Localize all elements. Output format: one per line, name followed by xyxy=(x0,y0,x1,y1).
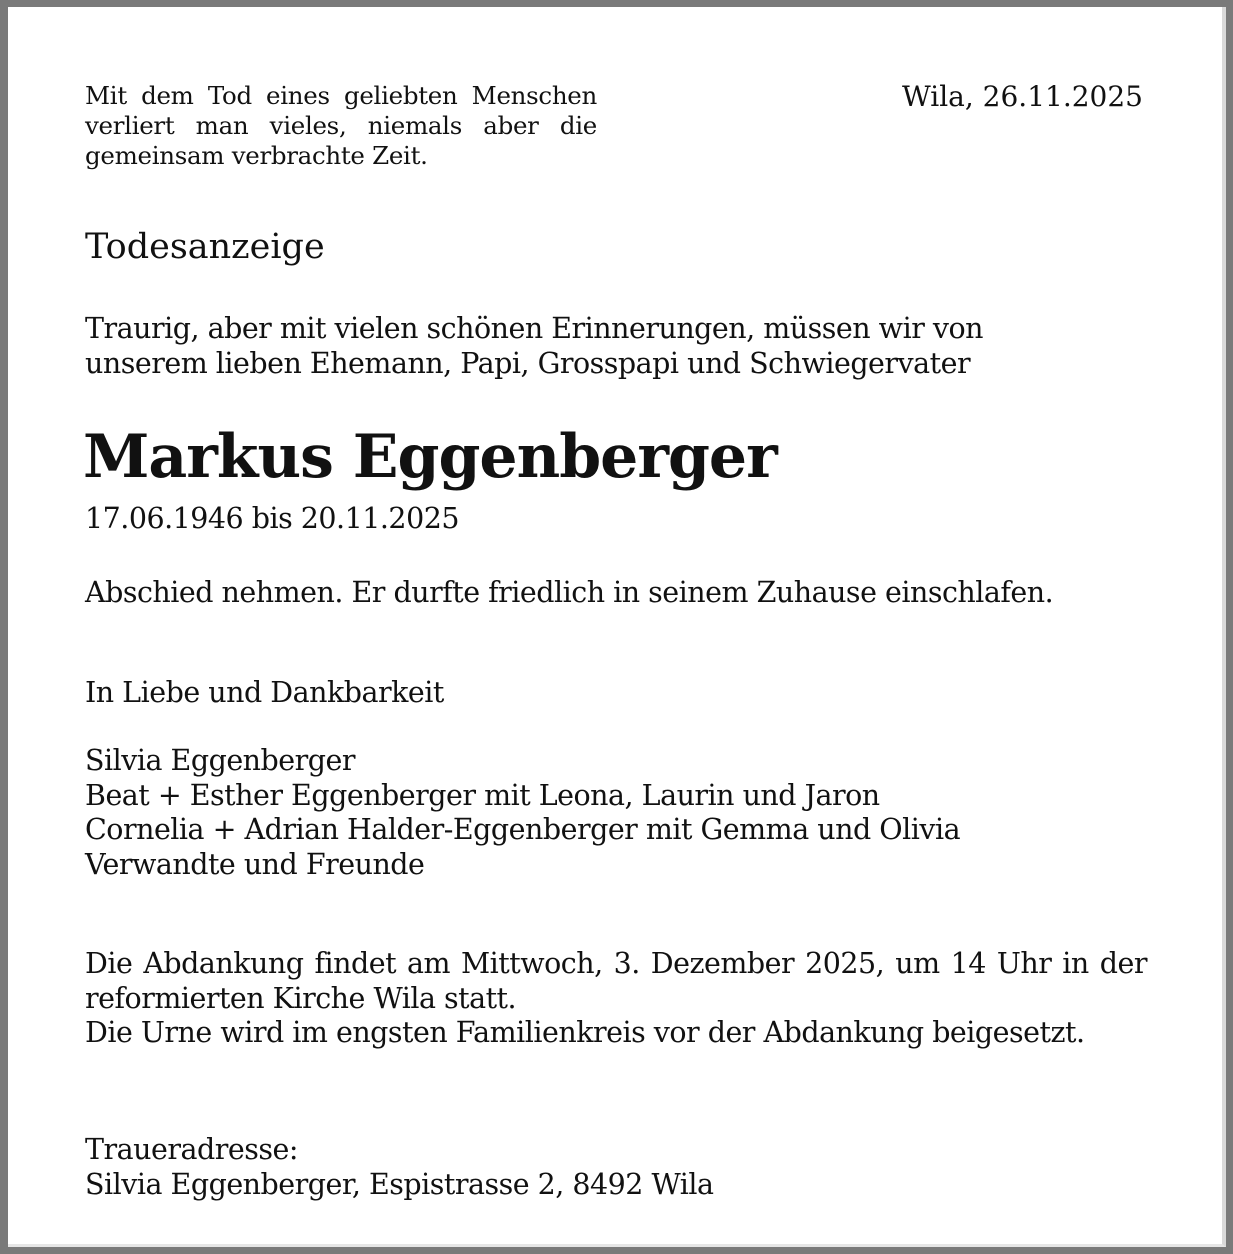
deceased-name: Markus Eggenberger xyxy=(83,422,777,492)
mourner-item: Verwandte und Freunde xyxy=(85,847,425,881)
mourners-list xyxy=(85,744,960,882)
closing-text: In Liebe und Dankbarkeit xyxy=(85,676,444,709)
ceremony-info xyxy=(85,947,1147,1051)
ceremony-urn: Die Urne wird im engsten Familienkreis vor der Abdankung beigesetzt. xyxy=(85,1016,1085,1049)
life-dates: 17.06.1946 bis 20.11.2025 xyxy=(85,502,459,535)
mourner-item: Beat + Esther Eggenberger mit Leona, Laurin und Jaron xyxy=(85,778,880,812)
place-date: Wila, 26.11.2025 xyxy=(901,80,1143,113)
intro-line: Traurig, aber mit vielen schönen Erinnerungen, müssen wir von xyxy=(85,312,983,345)
mourner-item: Silvia Eggenberger xyxy=(85,744,356,777)
intro-line: unserem lieben Ehemann, Papi, Grosspapi und Schwiegervater xyxy=(85,347,971,380)
mourner-item: Cornelia + Adrian Halder-Eggenberger mit Gemma und Olivia xyxy=(85,813,961,846)
mourning-address xyxy=(85,1133,714,1202)
motto-quote: Mit dem Tod eines geliebten Menschen verliert man vieles, niemals aber die gemeinsam verbrachte Zeit. xyxy=(85,81,597,170)
farewell-text: Abschied nehmen. Er durfte friedlich in seinem Zuhause einschlafen. xyxy=(85,576,1054,609)
address-value: Silvia Eggenberger, Espistrasse 2, 8492 Wila xyxy=(85,1167,714,1201)
intro-text xyxy=(85,311,983,381)
ceremony-service: Die Abdankung findet am Mittwoch, 3. Dezember 2025, um 14 Uhr in der reformierten Kirche Wila statt. xyxy=(85,947,1147,1015)
page-title: Todesanzeige xyxy=(85,227,325,267)
address-label: Traueradresse: xyxy=(85,1133,298,1166)
obituary-page xyxy=(8,7,1226,1247)
